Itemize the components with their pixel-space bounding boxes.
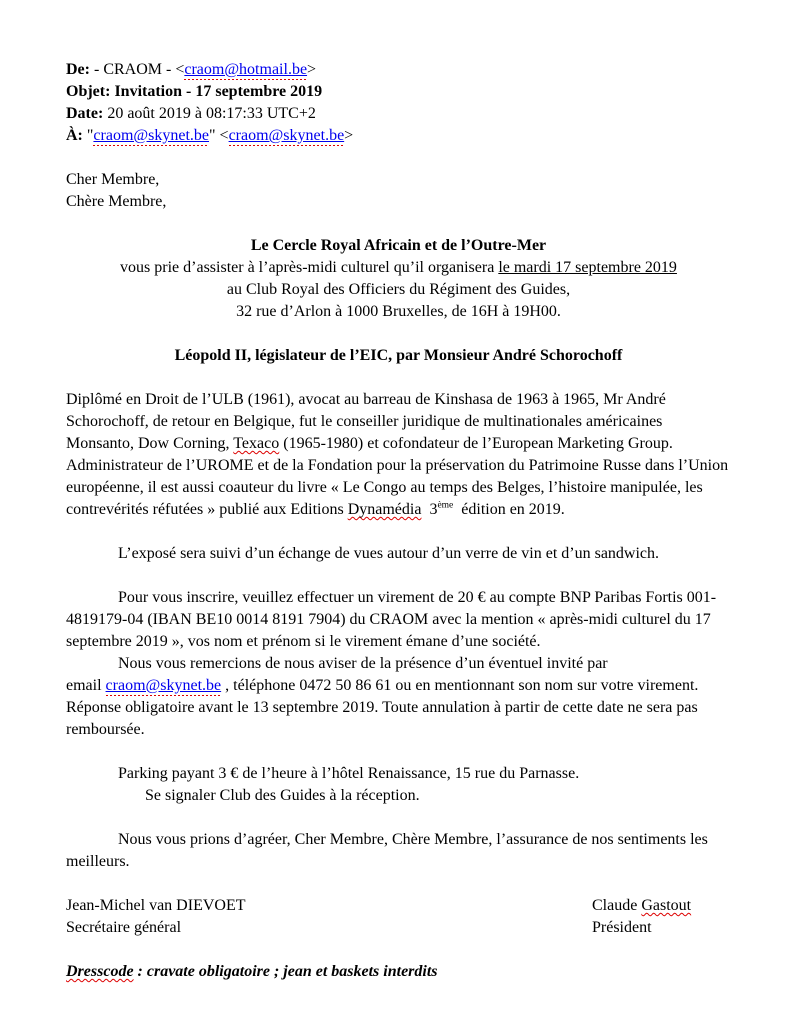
from-label: De: [66,61,90,78]
remerciement-rest: , téléphone 0472 50 86 61 ou en mentionnant son nom sur votre virement. Réponse obligatoire avant le 13 septembre 2019. Toute annulation à partir de cette date ne sera pas remboursée. [66,677,699,738]
from-value-end: > [307,61,317,78]
header-subject-line [66,81,731,103]
to-separator: " < [209,127,229,144]
bio-text-4: édition en 2019. [453,501,565,518]
event-date: le mardi 17 septembre 2019 [498,259,677,276]
remerciement-paragraph [66,653,731,741]
subject-value: Invitation - 17 septembre 2019 [110,83,323,100]
dresscode-word: Dresscode [66,963,134,980]
address-line: 32 rue d’Arlon à 1000 Bruxelles, de 16H à 19H00. [236,303,561,320]
secretary-name: Jean-Michel van DIEVOET [66,897,246,914]
dresscode-rest: : cravate obligatoire ; jean et baskets interdits [133,963,438,980]
expose-line: L’exposé sera suivi d’un échange de vues autour d’un verre de vin et d’un sandwich. [118,545,660,562]
parking-line: Parking payant 3 € de l’heure à l’hôtel Renaissance, 15 rue du Parnasse. [118,765,580,782]
organization-title: Le Cercle Royal Africain et de l’Outre-Mer [250,237,547,254]
date-label: Date: [66,105,104,122]
signature-left [66,895,592,939]
subject-label: Objet: [66,83,111,100]
parking-block [66,763,731,807]
secretary-title: Secrétaire général [66,919,182,936]
email-header [66,59,731,147]
president-first-name: Claude [592,897,642,914]
to-email-link[interactable]: craom@skynet.be [93,127,210,144]
to-end: > [344,127,354,144]
bio-text-2: (1965-1980) et cofondateur de l’European Marketing Group. Administrateur de l’UROME et de la Fondation pour la préservation du Patrimoine Russe dans l’Union européenne, il est aussi coauteur du livre « Le Congo au temps des Belges, l’histoire manipulée, les contrevérités réfutées » publié aux Editions [66,435,729,518]
salutation-line-1: Cher Membre, [66,171,160,188]
signature-block [66,895,731,939]
invitation-text: vous prie d’assister à l’après-midi culturel qu’il organisera [120,259,499,276]
bio-superscript: ème [437,500,454,511]
signature-right [592,895,731,939]
bio-word-texaco: Texaco [233,435,280,452]
salutation-line-2: Chère Membre, [66,193,167,210]
contact-email-link[interactable]: craom@skynet.be [105,677,222,694]
bio-paragraph [66,389,731,521]
from-email-link[interactable]: craom@hotmail.be [184,61,308,78]
salutation-block [66,169,731,213]
reception-line: Se signaler Club des Guides à la réception. [145,787,420,804]
to-email-link-2[interactable]: craom@skynet.be [228,127,345,144]
inscription-paragraph: Pour vous inscrire, veuillez effectuer un virement de 20 € au compte BNP Paribas Fortis 001-4819179-04 (IBAN BE10 0014 8191 7904) du CRAOM avec la mention « après-midi culturel du 17 septembre 2019 », vos nom et prénom si le virement émane d’une société. [66,589,717,650]
remerciement-line-1: Nous vous remercions de nous aviser de la présence d’un éventuel invité par [118,655,608,672]
header-from-line [66,59,731,81]
dresscode-note [66,961,731,983]
to-label: À: [66,127,83,144]
bio-word-dynamedia: Dynamédia [347,501,422,518]
venue-line: au Club Royal des Officiers du Régiment des Guides, [226,281,571,298]
president-title: Président [592,919,652,936]
president-last-name: Gastout [641,897,692,914]
header-date-line [66,103,731,125]
date-value: 20 août 2019 à 08:17:33 UTC+2 [103,105,316,122]
from-value: - CRAOM - < [89,61,185,78]
remerciement-email-prefix: email [66,677,106,694]
invitation-block [66,235,731,323]
lecture-title: Léopold II, législateur de l’EIC, par Monsieur André Schorochoff [174,347,623,364]
president-name [592,895,731,917]
invitation-sentence [66,257,731,279]
to-quote-open: " [82,127,94,144]
header-to-line [66,125,731,147]
closing-paragraph: Nous vous prions d’agréer, Cher Membre, Chère Membre, l’assurance de nos sentiments les meilleurs. [66,831,708,870]
bio-text-3: 3 [421,501,438,518]
bio-text-1: Diplômé en Droit de l’ULB (1961), avocat au barreau de Kinshasa de 1963 à 1965, Mr André Schorochoff, de retour en Belgique, fut le conseiller juridique de multinationales américaines Monsanto, Dow Corning, [66,391,666,452]
